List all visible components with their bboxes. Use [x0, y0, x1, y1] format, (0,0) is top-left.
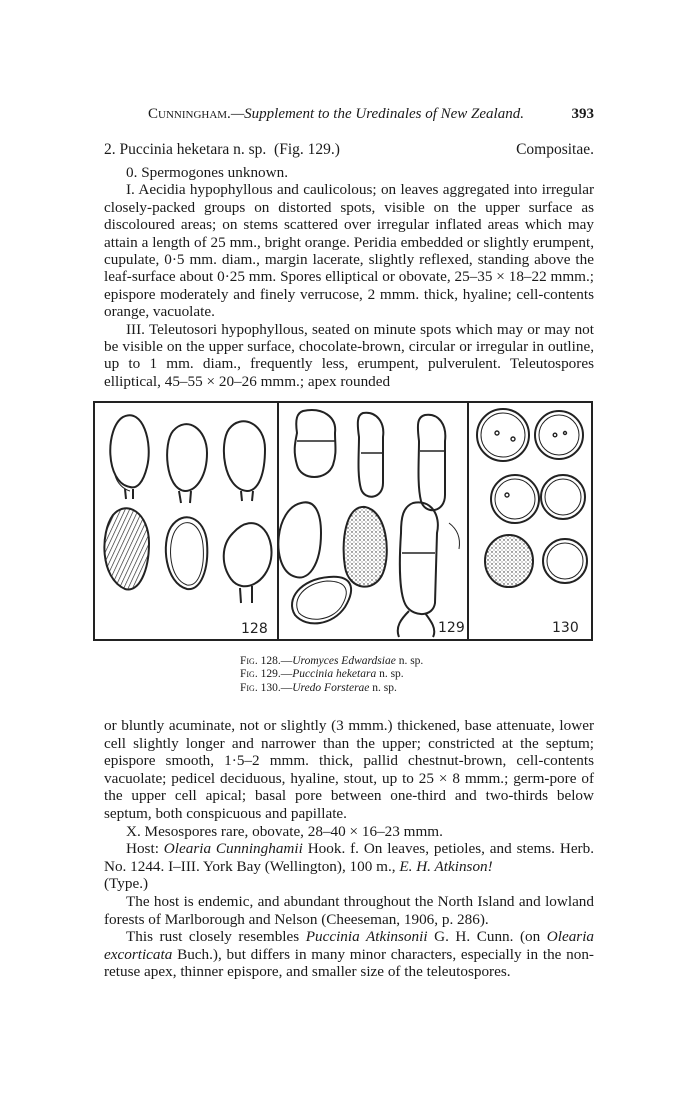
- caption-130: Fig. 130.—Uredo Forsterae n. sp.: [240, 681, 397, 694]
- spore-128-hatched: [104, 508, 149, 589]
- spore-130-d: [541, 475, 585, 519]
- continued-text: [104, 717, 594, 981]
- panel-130: [477, 409, 587, 587]
- header-title: —Supplement to the Uredinales of New Zealand.: [230, 106, 524, 122]
- species-name: Puccinia heketara: [119, 141, 230, 158]
- spore-130-e: [543, 539, 587, 583]
- host-details: Hook. f. On leaves, petioles, and stems. Herb. No. 1244. I–III. York Bay (Wellington), 100 m.,: [104, 840, 595, 875]
- species-family: Compositae.: [516, 141, 594, 158]
- page-number: 393: [571, 106, 594, 122]
- figure-label-129: 129: [438, 620, 465, 636]
- host-label: Host:: [126, 840, 159, 858]
- caption-129: Fig. 129.—Puccinia heketara n. sp.: [240, 668, 404, 681]
- teleutospore-continuation: or bluntly acuminate, not or slightly (3 mmm.) thickened, base attenuate, lower cell slightly longer and narrower than the upper; constricted at the septum; epispore smooth, 1·5–2 mmm. thick, pallid chestnut-brown, cell-contents vacuolate; pedicel deciduous, hyaline, stout, up to 25 × 8 mmm.; germ-pore of the upper cell apical; basal pore between one-third and two-thirds below septum, both conspicuous and papillate.: [104, 717, 594, 822]
- spore-129-f: [400, 502, 438, 614]
- host-distribution: The host is endemic, and abundant throughout the North Island and lowland forests of Marlborough and Nelson (Cheeseman, 1906, p. 286).: [104, 892, 594, 928]
- desc-spermogones: 0. Spermogones unknown.: [126, 164, 288, 181]
- panel-129: [278, 410, 459, 637]
- collector: E. H. Atkinson!: [399, 857, 493, 875]
- species-heading: [104, 141, 594, 159]
- spore-129-b: [358, 413, 384, 497]
- spore-129-a: [295, 410, 336, 477]
- spore-128-c: [224, 421, 265, 491]
- species-number: 2.: [104, 141, 116, 158]
- spore-129-d: [278, 502, 321, 577]
- spore-128-d: [166, 517, 207, 589]
- host-paragraph: [104, 840, 594, 893]
- spore-130-a: [477, 409, 529, 461]
- panel-128: [104, 415, 271, 603]
- type-note: (Type.): [104, 875, 149, 893]
- compared-host: Olearia excorticata: [104, 928, 595, 963]
- species-figref: (Fig. 129.): [274, 141, 340, 158]
- figure-drawing: [95, 403, 591, 639]
- spore-129-c: [418, 415, 445, 510]
- spore-128-b: [167, 424, 207, 491]
- figure-label-130: 130: [552, 620, 579, 636]
- spore-130-b: [535, 411, 583, 459]
- desc-teleutosori: III. Teleutosori hypophyllous, seated on minute spots which may or may not be visible on the upper surface, chocolate-brown, circular or irregular in outline, up to 1 mm. diam., frequently less, erumpent, pulverulent. Teleutospores elliptical, 45–55 × 20–26 mmm.; apex rounded: [104, 320, 594, 390]
- running-header: [148, 106, 594, 123]
- host-name: Olearia Cunninghamii: [163, 840, 303, 858]
- species-suffix: n. sp.: [233, 141, 267, 158]
- description-block: [104, 164, 594, 390]
- comparison-paragraph: This rust closely resembles Puccinia Atkinsonii G. H. Cunn. (on Olearia excorticata Buch.), but differs in many minor characters, especially in the non-retuse apex, thinner epispore, and smaller size of the teleutospores.: [104, 928, 595, 981]
- spore-129-verrucose: [344, 507, 387, 587]
- figure-plate: [93, 401, 593, 641]
- desc-mesospores: X. Mesospores rare, obovate, 28–40 × 16–23 mmm.: [126, 822, 443, 840]
- compared-species: Puccinia Atkinsonii: [305, 928, 428, 946]
- header-author: Cunningham.: [148, 106, 231, 122]
- spore-130-verrucose: [485, 535, 533, 587]
- spore-130-c: [491, 475, 539, 523]
- caption-128: Fig. 128.—Uromyces Edwardsiae n. sp.: [240, 655, 424, 667]
- desc-aecidia: I. Aecidia hypophyllous and caulicolous; on leaves aggregated into irregular closely-packed groups on distorted spots, visible on the upper surface as discoloured areas; on stems scattered over irregular inflated areas which may attain a length of 25 mm., bright orange. Peridia embedded or slightly erumpent, cupulate, 0·5 mm. diam., margin lacerate, slightly reflexed, standing above the leaf-surface about 0·25 mm. Spores elliptical or obovate, 25–35 × 18–22 mmm.; epispore moderately and finely verrucose, 2 mmm. thick, hyaline; cell-contents orange, vacuolate.: [104, 181, 594, 321]
- spore-128-a: [110, 415, 148, 487]
- figure-label-128: 128: [241, 621, 268, 637]
- spore-129-e: [292, 577, 351, 624]
- spore-128-e: [224, 523, 272, 586]
- figure-captions: [240, 655, 423, 695]
